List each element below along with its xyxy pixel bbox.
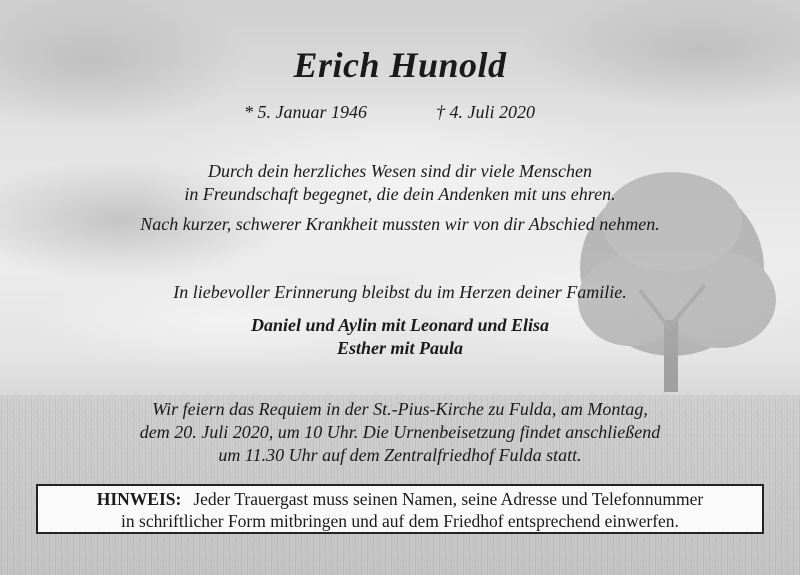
remembrance-line: In liebevoller Erinnerung bleibst du im Herzen deiner Familie.: [173, 282, 627, 302]
family-line: Esther mit Paula: [336, 338, 464, 358]
notice-label: HINWEIS:: [96, 489, 182, 509]
message-line: in Freundschaft begegnet, die dein Andenken mit uns ehren.: [184, 184, 616, 204]
birth-date: * 5. Januar 1946: [244, 102, 367, 122]
service-line: um 11.30 Uhr auf dem Zentralfriedhof Fulda statt.: [218, 445, 582, 465]
death-date: † 4. Juli 2020: [436, 102, 535, 122]
message-line: Nach kurzer, schwerer Krankheit mussten wir von dir Abschied nehmen.: [140, 214, 660, 234]
notice-line-2: in schriftlicher Form mitbringen und auf dem Friedhof entsprechend einwerfen.: [121, 511, 679, 531]
notice-box: [36, 484, 764, 534]
notice-text: Jeder Trauergast muss seinen Namen, seine Adresse und Telefonnummer: [193, 489, 704, 509]
message-line: Durch dein herzliches Wesen sind dir viele Menschen: [207, 161, 593, 181]
family-line: Daniel und Aylin mit Leonard und Elisa: [250, 315, 550, 335]
service-line: Wir feiern das Requiem in der St.-Pius-Kirche zu Fulda, am Montag,: [152, 399, 648, 419]
service-line: dem 20. Juli 2020, um 10 Uhr. Die Urnenbeisetzung findet anschließend: [139, 422, 661, 442]
notice-line-1: [38, 488, 762, 510]
deceased-name: Erich Hunold: [293, 45, 507, 85]
